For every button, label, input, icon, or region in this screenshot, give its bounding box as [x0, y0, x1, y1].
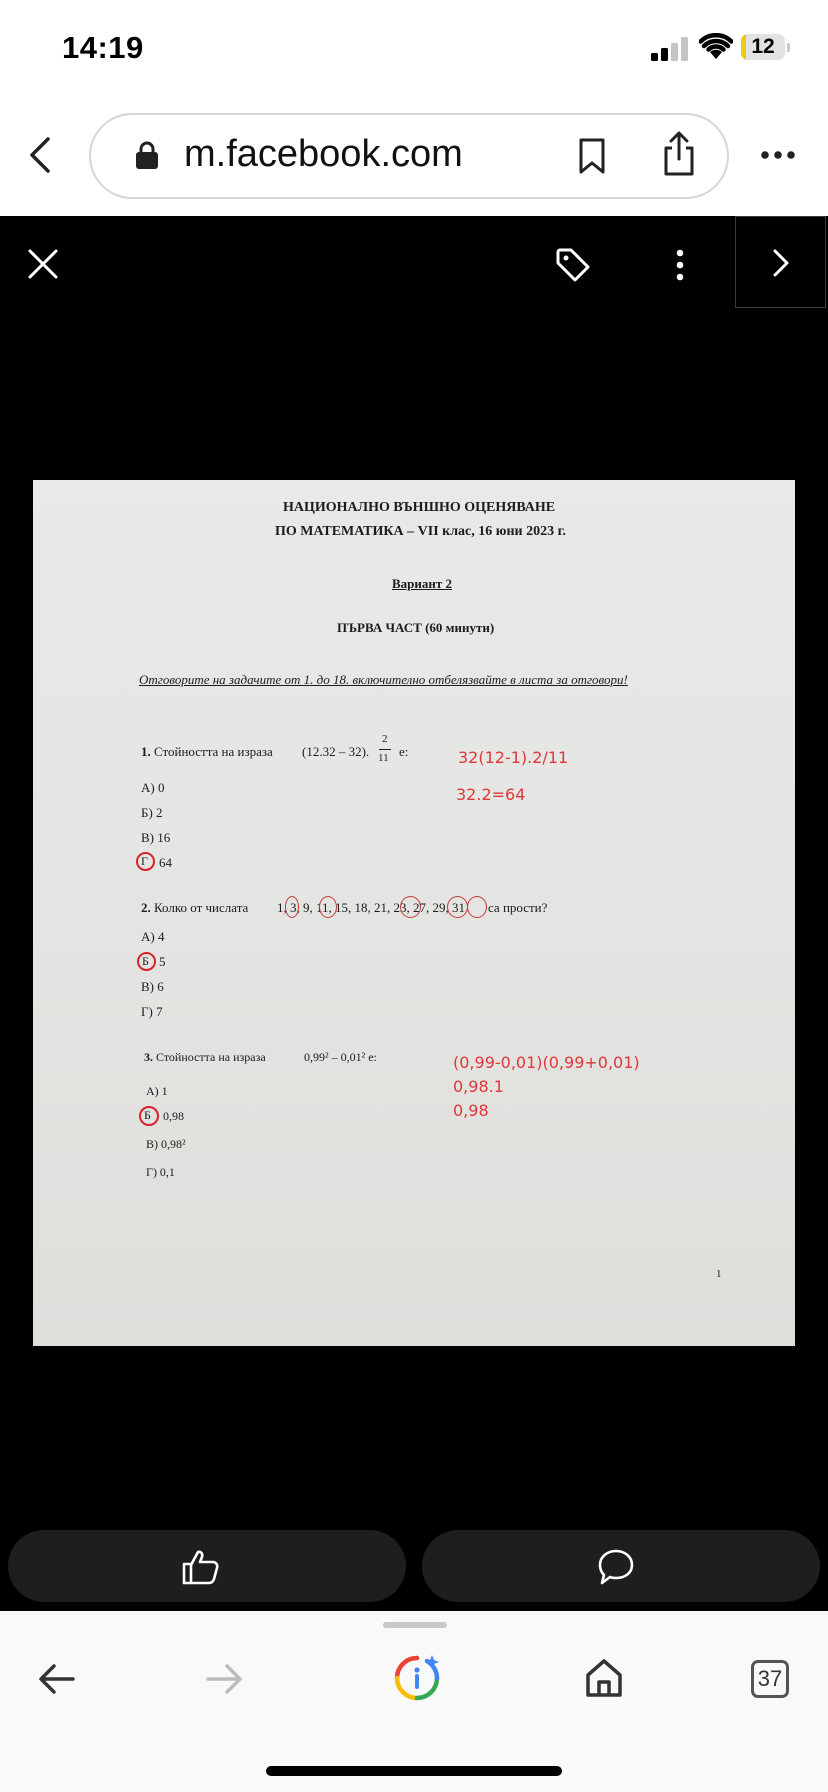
- wifi-icon: [699, 33, 733, 61]
- paper-title-line2: ПО МАТЕМАТИКА – VII клас, 16 юни 2023 г.: [275, 524, 566, 539]
- q3-selected-letter: Б: [144, 1108, 151, 1122]
- q1-fraction-numerator: 2: [382, 733, 388, 745]
- q1-expression: (12.32 – 32).: [302, 744, 370, 759]
- q2-prime-circle: [467, 896, 487, 918]
- q2-option-b: 5: [159, 954, 166, 969]
- q3-option-d: Г) 0,1: [146, 1165, 175, 1179]
- google-lens-icon[interactable]: [392, 1653, 442, 1703]
- home-indicator: [266, 1766, 562, 1776]
- q1-suffix: е:: [399, 744, 409, 759]
- arrow-left-icon[interactable]: [38, 1662, 76, 1696]
- toolbar-grabber[interactable]: [383, 1622, 447, 1628]
- paper-part: ПЪРВА ЧАСТ (60 минути): [337, 620, 495, 635]
- q2-option-d: Г) 7: [141, 1004, 163, 1019]
- cellular-signal-icon: [651, 37, 691, 61]
- chevron-left-icon[interactable]: [26, 135, 56, 175]
- battery-indicator: [741, 34, 791, 60]
- q3-annotation-line2: 0,98.1: [453, 1077, 504, 1096]
- like-button[interactable]: [8, 1530, 406, 1602]
- close-icon[interactable]: [28, 249, 58, 279]
- more-icon[interactable]: [760, 148, 796, 162]
- q1-selected-letter: Г: [141, 854, 148, 868]
- q3-annotation-line3: 0,98: [453, 1101, 489, 1120]
- thumbs-up-icon: [181, 1548, 221, 1586]
- q1-annotation-line1: 32(12-1).2/11: [458, 748, 569, 767]
- q1-option-d: 64: [159, 855, 172, 870]
- kebab-icon[interactable]: [675, 249, 685, 281]
- q3-option-b: 0,98: [163, 1109, 184, 1123]
- q2-suffix: са прости?: [488, 900, 548, 915]
- comment-button[interactable]: [422, 1530, 820, 1602]
- status-time: 14:19: [62, 30, 144, 65]
- q3-annotation-line1: (0,99-0,01)(0,99+0,01): [453, 1053, 640, 1072]
- q1-option-c: В) 16: [141, 830, 171, 845]
- paper-title-line1: НАЦИОНАЛНО ВЪНШНО ОЦЕНЯВАНЕ: [283, 500, 556, 515]
- bookmark-icon[interactable]: [578, 137, 606, 175]
- paper-instructions: Отговорите на задачите от 1. до 18. включително отбелязвайте в листа за отговори!: [139, 672, 628, 687]
- exam-paper-photo[interactable]: [33, 480, 795, 1346]
- q2-selected-letter: Б: [142, 954, 149, 968]
- battery-tip: [787, 43, 790, 52]
- q2-label: Колко от числата: [154, 900, 249, 915]
- q1-annotation-line2: 32.2=64: [456, 785, 526, 804]
- q2-prime-circle: [285, 896, 299, 918]
- q2-option-a: А) 4: [141, 929, 165, 944]
- q3-option-c: В) 0,98²: [146, 1137, 186, 1151]
- paper-variant: Вариант 2: [392, 576, 453, 591]
- battery-percent: 12: [751, 35, 775, 58]
- q2-option-c: В) 6: [141, 979, 164, 994]
- q2-number: 2.: [141, 900, 151, 915]
- q2-prime-circle: [319, 896, 337, 918]
- url-text[interactable]: m.facebook.com: [184, 133, 463, 175]
- share-icon[interactable]: [662, 131, 696, 177]
- q3-number: 3.: [144, 1050, 153, 1064]
- q1-option-a: А) 0: [141, 780, 165, 795]
- q3-label: Стойността на израза: [156, 1050, 266, 1064]
- comment-icon: [597, 1548, 635, 1586]
- q1-text: [141, 744, 273, 760]
- q1-number: 1.: [141, 744, 151, 759]
- tag-icon[interactable]: [555, 247, 591, 283]
- paper-page-number: 1: [716, 1268, 722, 1280]
- q2-text: [141, 900, 248, 916]
- q3-text: [144, 1050, 266, 1065]
- q3-option-a: А) 1: [146, 1084, 168, 1098]
- q1-fraction-denominator: 11: [378, 752, 389, 764]
- q2-numbers: 1, 3, 9, 11, 15, 18, 21, 23, 27, 29, 31: [277, 900, 466, 915]
- q1-fraction-bar: [379, 749, 391, 750]
- q1-option-b: Б) 2: [141, 805, 163, 820]
- q2-prime-circle: [447, 896, 468, 918]
- home-icon[interactable]: [585, 1658, 623, 1698]
- chevron-right-icon[interactable]: [772, 248, 790, 278]
- arrow-right-icon[interactable]: [205, 1662, 243, 1696]
- q1-label: Стойността на израза: [154, 744, 273, 759]
- lock-icon: [135, 140, 159, 170]
- q2-prime-circle: [400, 896, 421, 918]
- battery-body: [741, 34, 785, 60]
- tabs-count-button[interactable]: 37: [751, 1660, 789, 1698]
- q3-expression: 0,99² – 0,01² е:: [304, 1050, 377, 1064]
